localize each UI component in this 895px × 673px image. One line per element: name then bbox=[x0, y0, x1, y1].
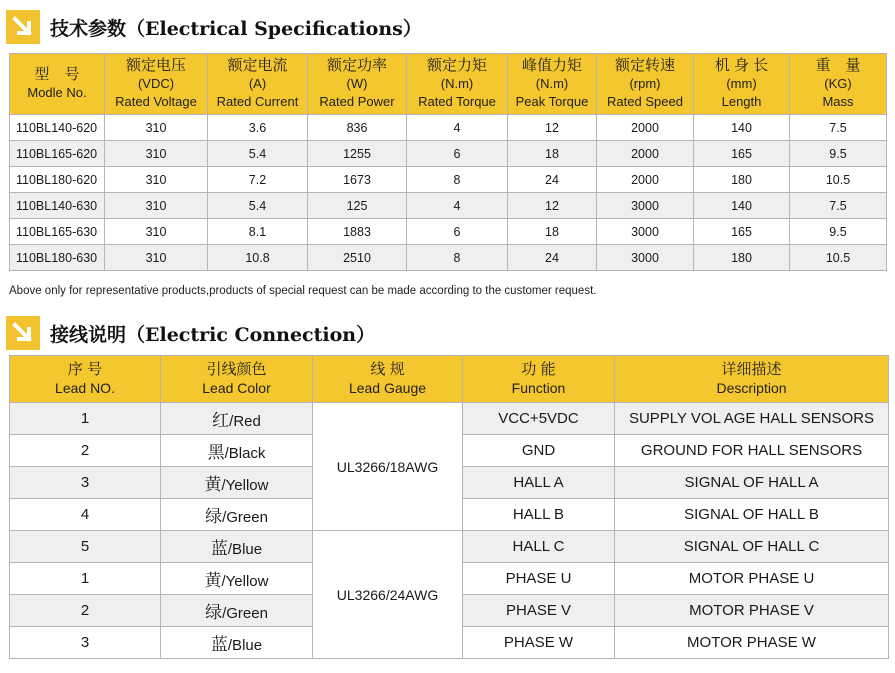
spec-cell: 310 bbox=[105, 219, 208, 245]
electrical-spec-table bbox=[9, 53, 887, 271]
arrow-badge-icon bbox=[6, 316, 40, 350]
spec-cell: 110BL140-630 bbox=[10, 193, 105, 219]
lead-color-zh: 蓝 bbox=[210, 635, 228, 654]
spec-cell: 8 bbox=[407, 167, 508, 193]
spec-cell: 310 bbox=[105, 167, 208, 193]
spec-cell: 18 bbox=[508, 219, 597, 245]
spec-row bbox=[10, 167, 887, 193]
spec-header-zh: 额定转速 bbox=[614, 57, 675, 74]
spec-cell: 7.5 bbox=[790, 193, 887, 219]
lead-number-cell: 3 bbox=[10, 467, 161, 499]
connection-header-zh: 序 号 bbox=[67, 361, 103, 378]
spec-cell: 165 bbox=[694, 219, 790, 245]
connection-header-cell bbox=[313, 356, 463, 403]
spec-header-en: Length bbox=[721, 94, 762, 109]
spec-cell: 6 bbox=[407, 219, 508, 245]
spec-header-en: Mass bbox=[822, 94, 854, 109]
spec-cell: 125 bbox=[308, 193, 407, 219]
spec-header-unit: (KG) bbox=[824, 76, 852, 91]
spec-cell: 8 bbox=[407, 245, 508, 271]
spec-header-cell bbox=[308, 54, 407, 115]
spec-cell: 9.5 bbox=[790, 219, 887, 245]
spec-cell: 3.6 bbox=[208, 115, 308, 141]
spec-header-cell bbox=[10, 54, 105, 115]
spec-header-zh: 机 身 长 bbox=[714, 57, 769, 74]
spec-cell: 7.2 bbox=[208, 167, 308, 193]
spec-cell: 8.1 bbox=[208, 219, 308, 245]
lead-gauge-cell: UL3266/18AWG bbox=[313, 403, 463, 531]
connection-header-zh: 引线颜色 bbox=[206, 361, 267, 378]
spec-cell: 310 bbox=[105, 245, 208, 271]
lead-color-cell bbox=[161, 627, 313, 659]
spec-cell: 310 bbox=[105, 115, 208, 141]
spec-header-cell bbox=[407, 54, 508, 115]
spec-cell: 10.8 bbox=[208, 245, 308, 271]
spec-cell: 4 bbox=[407, 115, 508, 141]
lead-number-cell: 5 bbox=[10, 531, 161, 563]
spec-row bbox=[10, 219, 887, 245]
description-cell: MOTOR PHASE U bbox=[615, 563, 889, 595]
spec-row bbox=[10, 193, 887, 219]
connection-section-title: 接线说明（Electric Connection） bbox=[50, 323, 376, 346]
connection-header-zh: 功 能 bbox=[521, 361, 556, 378]
function-cell: HALL A bbox=[463, 467, 615, 499]
spec-header-en: Peak Torque bbox=[515, 94, 589, 109]
spec-header-cell bbox=[208, 54, 308, 115]
spec-cell: 1673 bbox=[308, 167, 407, 193]
spec-header-en: Rated Current bbox=[216, 94, 299, 109]
lead-color-en: /Yellow bbox=[221, 573, 269, 590]
description-cell: GROUND FOR HALL SENSORS bbox=[615, 435, 889, 467]
connection-header-en: Function bbox=[511, 380, 566, 396]
spec-cell: 836 bbox=[308, 115, 407, 141]
electric-connection-table bbox=[9, 355, 889, 659]
connection-table-body bbox=[10, 403, 889, 659]
lead-color-en: /Blue bbox=[227, 637, 263, 654]
spec-cell: 2000 bbox=[597, 167, 694, 193]
spec-header-zh: 重 量 bbox=[815, 57, 861, 74]
spec-cell: 10.5 bbox=[790, 167, 887, 193]
spec-cell: 110BL180-630 bbox=[10, 245, 105, 271]
spec-header-zh: 额定电流 bbox=[227, 57, 288, 74]
spec-cell: 12 bbox=[508, 193, 597, 219]
spec-header-unit: (N.m) bbox=[440, 76, 474, 91]
lead-number-cell: 2 bbox=[10, 435, 161, 467]
lead-color-zh: 绿 bbox=[205, 603, 223, 622]
spec-section-title: 技术参数（Electrical Specifications） bbox=[50, 17, 422, 40]
lead-number-cell: 1 bbox=[10, 403, 161, 435]
spec-header-cell bbox=[508, 54, 597, 115]
spec-cell: 3000 bbox=[597, 245, 694, 271]
lead-color-cell bbox=[161, 595, 313, 627]
connection-header-en: Description bbox=[716, 380, 787, 396]
spec-header-en: Rated Voltage bbox=[115, 94, 197, 109]
spec-cell: 5.4 bbox=[208, 141, 308, 167]
spec-header-zh: 额定力矩 bbox=[426, 57, 487, 74]
spec-cell: 12 bbox=[508, 115, 597, 141]
spec-header-cell bbox=[790, 54, 887, 115]
description-cell: SIGNAL OF HALL A bbox=[615, 467, 889, 499]
spec-header-unit: (VDC) bbox=[137, 76, 175, 91]
spec-cell: 5.4 bbox=[208, 193, 308, 219]
spec-header-cell bbox=[105, 54, 208, 115]
description-cell: SIGNAL OF HALL C bbox=[615, 531, 889, 563]
lead-color-en: /Black bbox=[224, 445, 266, 462]
spec-header-zh: 型 号 bbox=[34, 66, 80, 83]
function-cell: HALL B bbox=[463, 499, 615, 531]
spec-header-en: Rated Torque bbox=[418, 94, 496, 109]
spec-cell: 6 bbox=[407, 141, 508, 167]
lead-color-en: /Blue bbox=[227, 541, 263, 558]
function-cell: PHASE U bbox=[463, 563, 615, 595]
connection-header-cell bbox=[10, 356, 161, 403]
lead-color-cell bbox=[161, 563, 313, 595]
function-cell: GND bbox=[463, 435, 615, 467]
spec-header-zh: 额定功率 bbox=[326, 57, 387, 74]
spec-cell: 10.5 bbox=[790, 245, 887, 271]
lead-color-cell bbox=[161, 531, 313, 563]
spec-cell: 1255 bbox=[308, 141, 407, 167]
spec-header-unit: (mm) bbox=[726, 76, 757, 91]
arrow-badge-icon bbox=[6, 10, 40, 44]
lead-color-zh: 红 bbox=[212, 411, 230, 430]
function-cell: PHASE W bbox=[463, 627, 615, 659]
lead-color-cell bbox=[161, 403, 313, 435]
spec-cell: 140 bbox=[694, 115, 790, 141]
description-cell: SUPPLY VOL AGE HALL SENSORS bbox=[615, 403, 889, 435]
spec-cell: 180 bbox=[694, 245, 790, 271]
spec-header-row bbox=[10, 54, 887, 115]
lead-color-en: /Green bbox=[222, 509, 268, 526]
spec-cell: 24 bbox=[508, 167, 597, 193]
spec-cell: 3000 bbox=[597, 219, 694, 245]
spec-cell: 310 bbox=[105, 193, 208, 219]
spec-note: Above only for representative products,products of special request can be made according to the customer request. bbox=[9, 285, 597, 297]
spec-cell: 180 bbox=[694, 167, 790, 193]
connection-header-row bbox=[10, 356, 889, 403]
lead-color-cell bbox=[161, 499, 313, 531]
spec-table-body bbox=[10, 115, 887, 271]
connection-row bbox=[10, 403, 889, 435]
spec-row bbox=[10, 245, 887, 271]
connection-header-en: Lead NO. bbox=[55, 380, 115, 396]
description-cell: SIGNAL OF HALL B bbox=[615, 499, 889, 531]
lead-color-en: /Red bbox=[229, 413, 261, 430]
function-cell: PHASE V bbox=[463, 595, 615, 627]
lead-color-en: /Green bbox=[222, 605, 268, 622]
function-cell: VCC+5VDC bbox=[463, 403, 615, 435]
description-cell: MOTOR PHASE V bbox=[615, 595, 889, 627]
connection-header-cell bbox=[161, 356, 313, 403]
spec-header-en: Rated Speed bbox=[607, 94, 683, 109]
spec-cell: 4 bbox=[407, 193, 508, 219]
spec-cell: 310 bbox=[105, 141, 208, 167]
spec-cell: 110BL165-630 bbox=[10, 219, 105, 245]
lead-number-cell: 3 bbox=[10, 627, 161, 659]
spec-cell: 2000 bbox=[597, 115, 694, 141]
spec-header-unit: (N.m) bbox=[535, 76, 569, 91]
lead-color-zh: 黄 bbox=[204, 475, 222, 494]
lead-color-zh: 黑 bbox=[207, 443, 225, 462]
lead-color-cell bbox=[161, 467, 313, 499]
spec-header-unit: (W) bbox=[346, 76, 368, 91]
spec-section-header bbox=[6, 10, 422, 44]
lead-number-cell: 2 bbox=[10, 595, 161, 627]
spec-cell: 24 bbox=[508, 245, 597, 271]
connection-row bbox=[10, 531, 889, 563]
function-cell: HALL C bbox=[463, 531, 615, 563]
connection-header-en: Lead Gauge bbox=[348, 380, 427, 396]
spec-cell: 2510 bbox=[308, 245, 407, 271]
lead-number-cell: 1 bbox=[10, 563, 161, 595]
lead-color-zh: 黄 bbox=[204, 571, 222, 590]
spec-cell: 110BL165-620 bbox=[10, 141, 105, 167]
connection-header-zh: 线 规 bbox=[370, 361, 405, 378]
connection-header-cell bbox=[615, 356, 889, 403]
description-cell: MOTOR PHASE W bbox=[615, 627, 889, 659]
lead-color-cell bbox=[161, 435, 313, 467]
spec-cell: 7.5 bbox=[790, 115, 887, 141]
spec-cell: 1883 bbox=[308, 219, 407, 245]
spec-cell: 140 bbox=[694, 193, 790, 219]
spec-cell: 110BL140-620 bbox=[10, 115, 105, 141]
connection-header-en: Lead Color bbox=[202, 380, 271, 396]
lead-color-zh: 蓝 bbox=[210, 539, 228, 558]
lead-number-cell: 4 bbox=[10, 499, 161, 531]
spec-cell: 9.5 bbox=[790, 141, 887, 167]
spec-header-zh: 峰值力矩 bbox=[521, 57, 582, 74]
spec-cell: 18 bbox=[508, 141, 597, 167]
spec-cell: 3000 bbox=[597, 193, 694, 219]
spec-cell: 165 bbox=[694, 141, 790, 167]
connection-header-cell bbox=[463, 356, 615, 403]
lead-color-en: /Yellow bbox=[221, 477, 269, 494]
spec-header-unit: (rpm) bbox=[629, 76, 661, 91]
lead-color-zh: 绿 bbox=[205, 507, 223, 526]
connection-header-zh: 详细描述 bbox=[721, 361, 782, 378]
spec-row bbox=[10, 115, 887, 141]
spec-header-en: Modle No. bbox=[27, 85, 87, 100]
spec-cell: 110BL180-620 bbox=[10, 167, 105, 193]
spec-cell: 2000 bbox=[597, 141, 694, 167]
spec-header-cell bbox=[694, 54, 790, 115]
spec-header-zh: 额定电压 bbox=[125, 57, 186, 74]
spec-header-en: Rated Power bbox=[319, 94, 395, 109]
lead-gauge-cell: UL3266/24AWG bbox=[313, 531, 463, 659]
connection-section-header bbox=[6, 316, 375, 350]
spec-header-cell bbox=[597, 54, 694, 115]
spec-header-unit: (A) bbox=[248, 76, 267, 91]
spec-row bbox=[10, 141, 887, 167]
